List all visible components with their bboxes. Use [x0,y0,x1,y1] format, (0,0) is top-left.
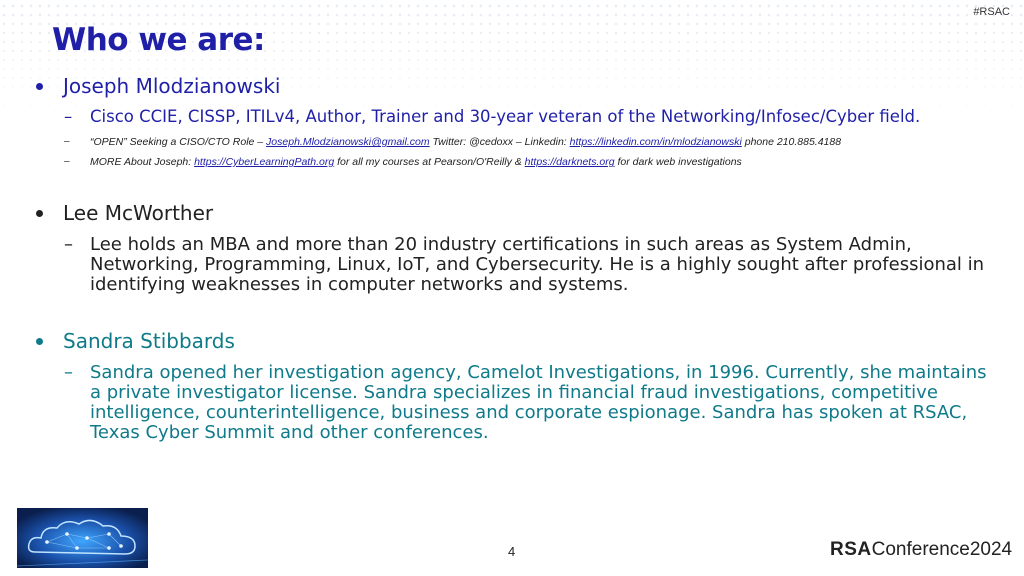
bullet-icon [36,338,43,345]
credentials-text: Cisco CCIE, CISSP, ITILv4, Author, Trainer and 30-year veteran of the Networking/Infosec/Cyber field. [90,107,921,126]
contact-text [90,136,841,148]
bio-paragraph [64,235,994,295]
contact-mid: Twitter: @cedoxx – Linkedin: [429,136,570,148]
linkedin-link[interactable]: https://linkedin.com/in/mlodzianowski [569,136,742,148]
dash-bullet: – [64,136,70,147]
dash-bullet: – [64,234,73,255]
contact-prefix: “OPEN” Seeking a CISO/CTO Role – [90,136,267,148]
person-name: Sandra Stibbards [63,329,235,353]
page-number: 4 [508,544,516,559]
bio-text: Sandra opened her investigation agency, Camelot Investigations, in 1996. Currently, she maintains a private investigator license. Sandra specializes in financial fraud investigations, competitive intelligence, counterintelligence, business and corporate espionage. Sandra has spoken at RSAC, Texas Cyber Summit and other conferences. [90,362,987,443]
rsa-conference-logo [830,539,1012,561]
darknets-link[interactable]: https://darknets.org [524,156,615,168]
bio-text: Lee holds an MBA and more than 20 industry certifications in such areas as System Admin, Networking, Programming, Linux, IoT, and Cybersecurity. He is a highly sought after professional in identifying weaknesses in computer networks and systems. [90,234,985,295]
bullet-icon [36,210,43,217]
more-mid: for all my courses at Pearson/O'Reilly & [334,156,525,168]
phone-text: phone 210.885.4188 [741,136,842,148]
more-prefix: MORE About Joseph: [90,156,195,168]
slide-title: Who we are: [52,22,265,58]
cloud-network-image [17,508,148,568]
person-name: Lee McWorther [63,201,214,225]
bullet-icon [36,83,43,90]
more-about-text [90,156,742,168]
dash-bullet: – [64,156,70,167]
email-link[interactable]: Joseph.Mlodzianowski@gmail.com [266,136,430,148]
dash-bullet: – [64,362,73,383]
person-name: Joseph Mlodzianowski [63,74,281,98]
dash-bullet: – [64,107,73,126]
more-suffix: for dark web investigations [614,156,742,168]
logo-year: 2024 [969,539,1013,560]
logo-conference: Conference [871,539,970,560]
cyberlearningpath-link[interactable]: https://CyberLearningPath.org [194,156,335,168]
logo-rsa: RSA [830,539,872,560]
bio-paragraph [64,363,994,443]
hashtag-label: #RSAC [973,6,1010,18]
